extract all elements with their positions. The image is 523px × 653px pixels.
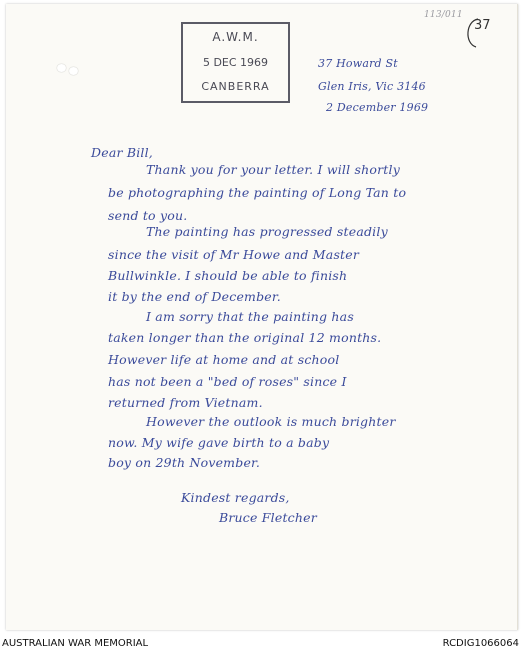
- folio-number: 37: [474, 18, 491, 33]
- letter-line: Bullwinkle. I should be able to finish: [108, 268, 348, 283]
- signature: Bruce Fletcher: [219, 510, 317, 525]
- stamp-line-1: A.W.M.: [212, 30, 259, 44]
- letter-line: since the visit of Mr Howe and Master: [108, 247, 360, 262]
- record-id: RCDIG1066064: [442, 638, 519, 649]
- letter-line: now. My wife gave birth to a baby: [108, 435, 330, 450]
- awm-received-stamp: [181, 22, 290, 103]
- stamp-date: 5 DEC 1969: [202, 56, 269, 69]
- letter-line: it by the end of December.: [108, 289, 281, 304]
- letter-line: I am sorry that the painting has: [146, 309, 354, 324]
- pencil-note: 113/011: [424, 10, 463, 20]
- letter-line: taken longer than the original 12 months.: [108, 330, 382, 345]
- letter-line: has not been a "bed of roses" since I: [108, 374, 347, 389]
- address-street: 37 Howard St: [318, 57, 398, 70]
- letter-line: boy on 29th November.: [108, 455, 261, 470]
- stamp-line-3: CANBERRA: [201, 80, 270, 93]
- punch-hole: [57, 64, 66, 72]
- letter-date: 2 December 1969: [326, 101, 429, 114]
- letter-line: send to you.: [108, 208, 188, 223]
- institution-name: AUSTRALIAN WAR MEMORIAL: [2, 638, 149, 649]
- punch-hole: [69, 67, 78, 75]
- letter-line: However life at home and at school: [108, 352, 340, 367]
- letter-line: be photographing the painting of Long Tan to: [108, 185, 407, 200]
- archive-footer: [0, 634, 523, 653]
- closing: Kindest regards,: [181, 490, 290, 505]
- salutation: Dear Bill,: [91, 145, 153, 160]
- letter-line: Thank you for your letter. I will shortly: [146, 162, 400, 177]
- letter-line: returned from Vietnam.: [108, 395, 263, 410]
- letter-line: The painting has progressed steadily: [146, 224, 388, 239]
- address-suburb: Glen Iris, Vic 3146: [318, 80, 426, 93]
- letter-line: However the outlook is much brighter: [146, 414, 396, 429]
